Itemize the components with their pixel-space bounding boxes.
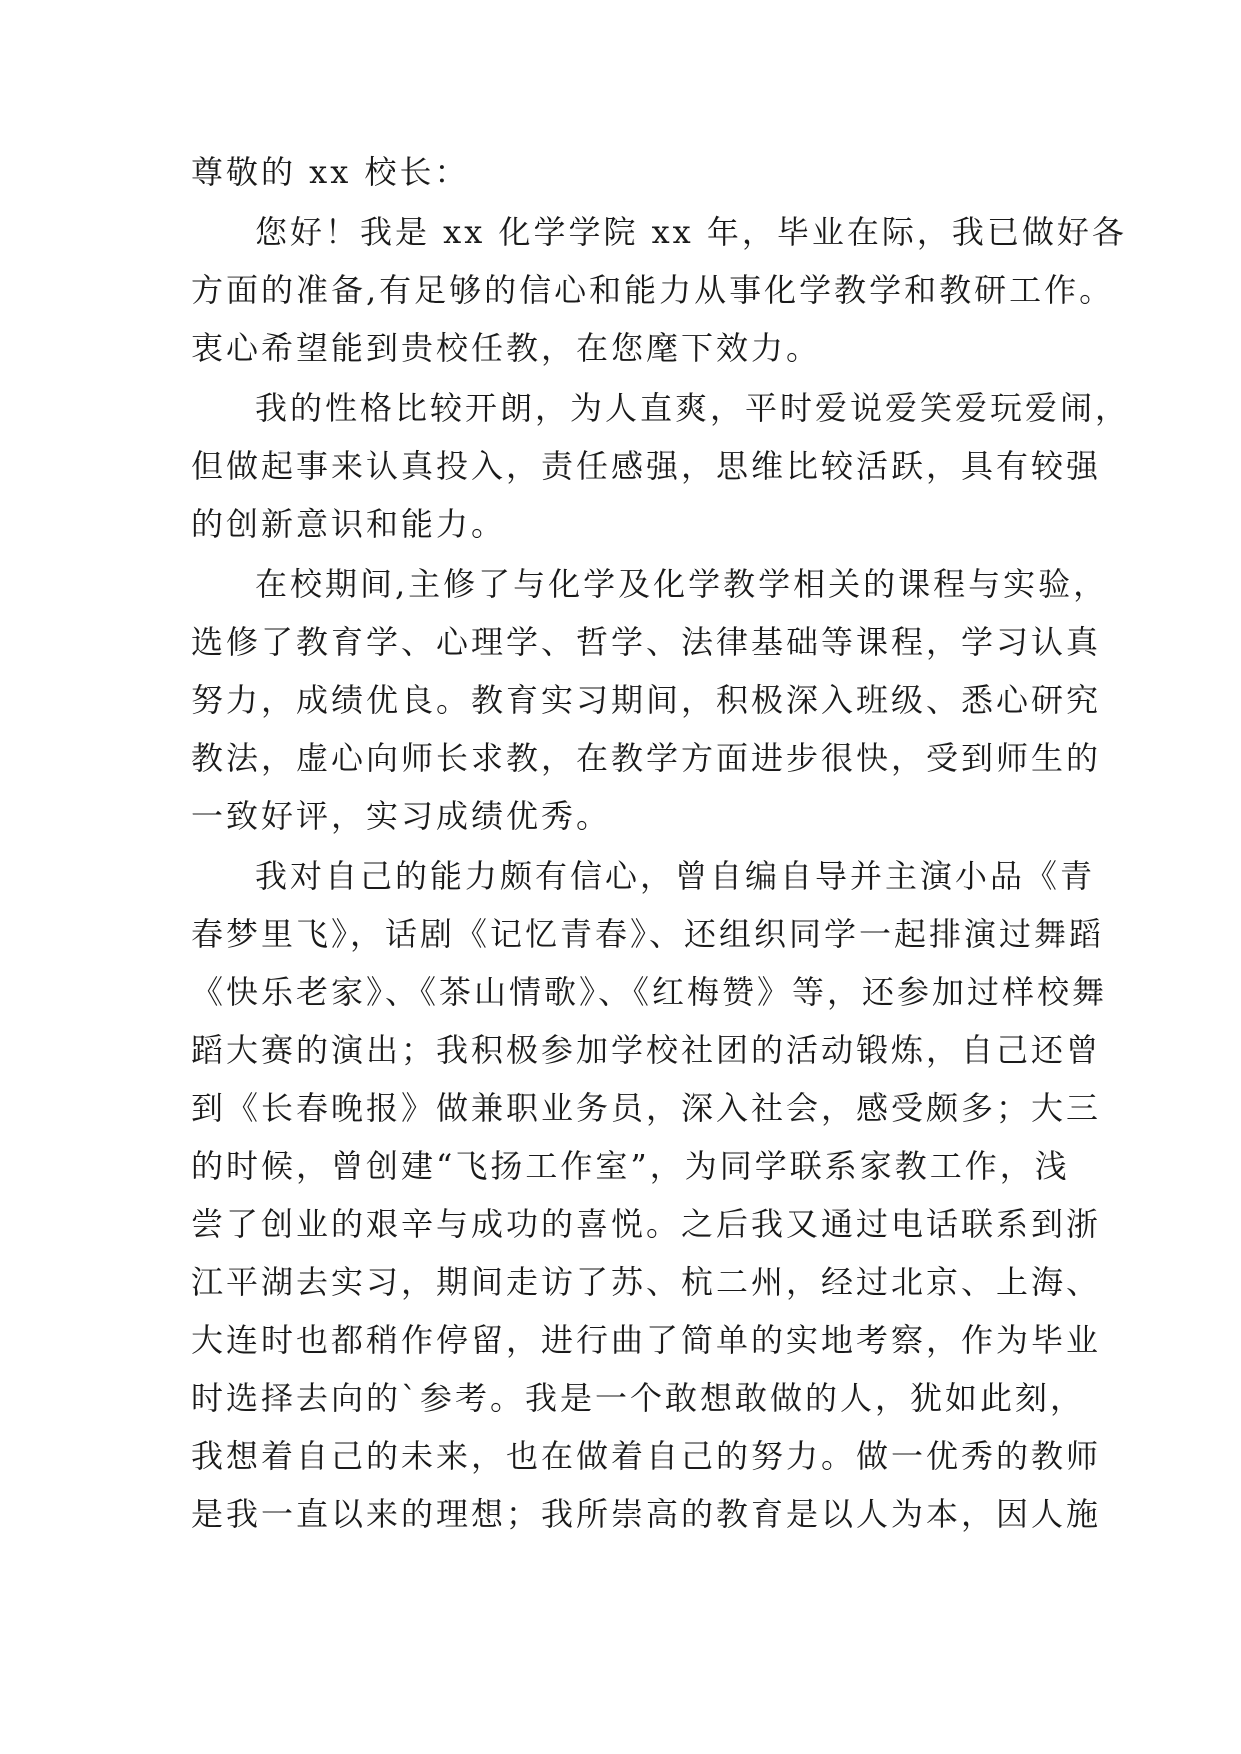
paragraph-line: 教法，虚心向师长求教，在教学方面进步很快，受到师生的 [191,739,1102,777]
paragraph-line: 一致好评，实习成绩优秀。 [191,797,612,835]
paragraph-line: 到《长春晚报》做兼职业务员，深入社会，感受颇多；大三 [191,1089,1102,1127]
paragraph-line: 的时候，曾创建“飞扬工作室”，为同学联系家教工作，浅 [191,1147,1070,1185]
paragraph-line: 但做起事来认真投入，责任感强，思维比较活跃，具有较强 [191,447,1102,485]
paragraph-line: 的创新意识和能力。 [191,505,507,543]
paragraph-line: 是我一直以来的理想；我所崇高的教育是以人为本，因人施 [191,1495,1102,1533]
paragraph-line: 大连时也都稍作停留，进行曲了简单的实地考察，作为毕业 [191,1321,1102,1359]
paragraph-line: 江平湖去实习，期间走访了苏、杭二州，经过北京、上海、 [191,1263,1102,1301]
paragraph-line: 我想着自己的未来，也在做着自己的努力。做一优秀的教师 [191,1437,1102,1475]
paragraph-line: 您好！我是 xx 化学学院 xx 年，毕业在际，我已做好各 [255,213,1127,251]
paragraph-line: 衷心希望能到贵校任教，在您麾下效力。 [191,329,822,367]
paragraph-line: 我对自己的能力颇有信心，曾自编自导并主演小品《青 [255,857,1096,895]
paragraph-line: 尝了创业的艰辛与成功的喜悦。之后我又通过电话联系到浙 [191,1205,1102,1243]
paragraph-line: 蹈大赛的演出；我积极参加学校社团的活动锻炼，自己还曾 [191,1031,1102,1069]
paragraph-line: 我的性格比较开朗，为人直爽，平时爱说爱笑爱玩爱闹， [255,389,1131,427]
paragraph-line: 在校期间,主修了与化学及化学教学相关的课程与实验， [255,565,1109,603]
paragraph-line: 春梦里飞》，话剧《记忆青春》、还组织同学一起排演过舞蹈 [191,915,1105,953]
salutation: 尊敬的 xx 校长： [191,153,470,191]
paragraph-line: 《快乐老家》、《茶山情歌》、《红梅赞》等，还参加过样校舞 [191,973,1108,1011]
paragraph-line: 方面的准备,有足够的信心和能力从事化学教学和教研工作。 [191,271,1115,309]
paragraph-line: 时选择去向的`参考。我是一个敢想敢做的人，犹如此刻， [191,1379,1086,1417]
paragraph-line: 选修了教育学、心理学、哲学、法律基础等课程，学习认真 [191,623,1102,661]
paragraph-line: 努力，成绩优良。教育实习期间，积极深入班级、悉心研究 [191,681,1102,719]
